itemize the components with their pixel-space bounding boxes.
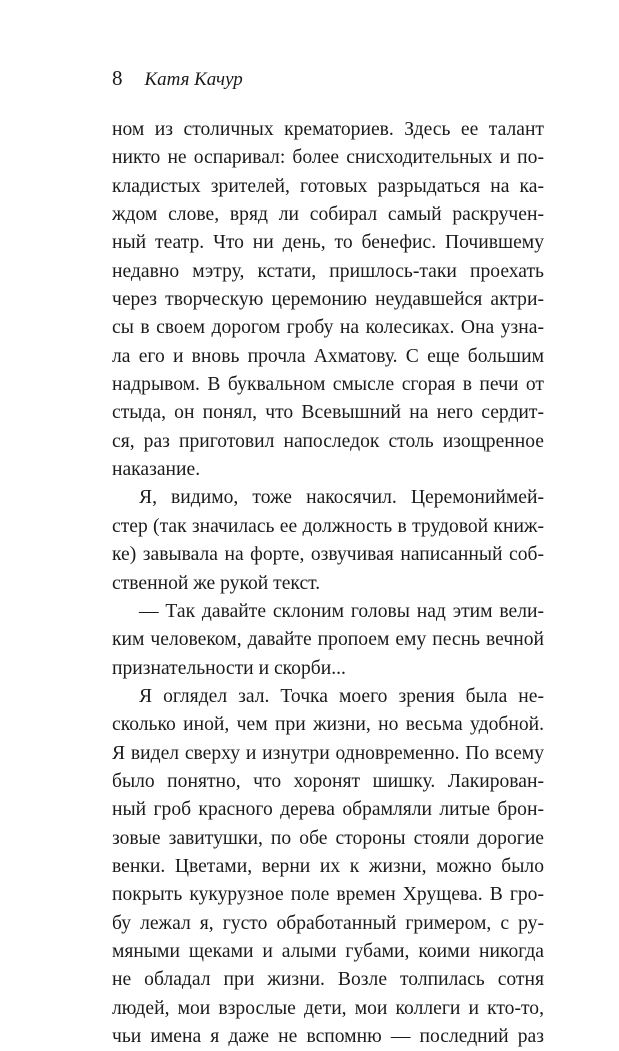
text-line: зовые завитушки, по обе стороны стояли дорогие	[112, 827, 544, 849]
text-line: ный театр. Что ни день, то бенефис. Почившему	[112, 232, 544, 254]
text-line: ся, раз приготовил напоследок столь изощренное	[112, 430, 544, 452]
text-line: бу лежал я, густо обработанный гримером, с ру-	[112, 912, 544, 934]
text-line: Я, видимо, тоже накосячил. Церемониймей-	[139, 487, 544, 509]
text-line: через творческую церемонию неудавшейся актри-	[112, 289, 544, 311]
text-line: ном из столичных крематориев. Здесь ее талант	[112, 119, 544, 140]
body-text	[112, 116, 544, 1051]
text-line: наказание.	[112, 459, 201, 481]
text-line: — Так давайте склоним головы над этим вели-	[139, 600, 544, 622]
text-line: чьи имена я даже не вспомню — последний раз	[112, 1026, 544, 1047]
text-line: Я оглядел зал. Точка моего зрения была не-	[139, 685, 544, 707]
text-line: венки. Цветами, верни их к жизни, можно было	[112, 855, 544, 877]
text-line: ким человеком, давайте пропоем ему песнь вечной	[112, 629, 544, 651]
text-line: ный гроб красного дерева обрамляли литые брон-	[112, 799, 544, 821]
running-title: Катя Качур	[144, 69, 243, 90]
text-line: сы в своем дорогом гробу на колесиках. Она узна-	[112, 317, 544, 339]
text-line: ждом слове, вряд ли собирал самый раскручен-	[112, 204, 544, 226]
text-line: ственной же рукой текст.	[112, 572, 321, 594]
text-line: надрывом. В буквальном смысле сгорая в печи от	[112, 374, 544, 396]
text-line: Я видел сверху и изнутри одновременно. По всему	[112, 742, 544, 764]
text-line: признательности и скорби...	[112, 657, 346, 679]
text-line: покрыть кукурузное поле времен Хрущева. В гро-	[112, 884, 544, 906]
text-line: не обладал при жизни. Возле толпилась сотня	[112, 969, 544, 991]
running-head	[112, 66, 243, 96]
text-line: ке) завывала на форте, озвучивая написанный соб-	[112, 544, 544, 566]
page-number: 8	[112, 66, 123, 90]
text-line: никто не оспаривал: более снисходительных и по-	[112, 147, 544, 169]
text-line: стыда, он понял, что Всевышний на него сердит-	[112, 402, 544, 424]
text-line: кладистых зрителей, готовых разрыдаться на ка-	[112, 175, 544, 197]
text-line: ла его и вновь прочла Ахматову. С еще большим	[112, 345, 544, 367]
text-line: сколько иной, чем при жизни, но весьма удобной.	[112, 714, 544, 736]
text-line: недавно мэтру, кстати, пришлось-таки проехать	[112, 260, 544, 282]
text-line: стер (так значилась ее должность в трудовой книж-	[112, 515, 544, 537]
text-line: мяными щеками и алыми губами, коими никогда	[112, 940, 544, 962]
text-line: людей, мои взрослые дети, мои коллеги и кто-то,	[112, 997, 544, 1019]
text-line: было понятно, что хоронят шишку. Лакирован-	[112, 770, 544, 792]
